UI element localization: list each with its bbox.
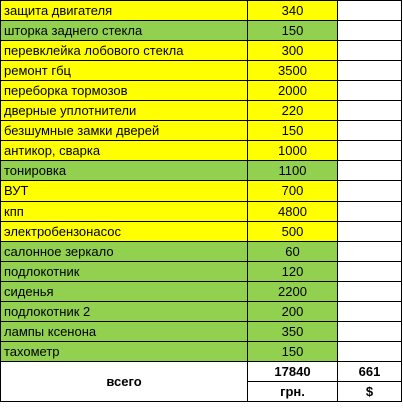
cell-name[interactable]: сиденья <box>1 282 248 302</box>
cell-empty[interactable] <box>338 242 402 262</box>
cell-name[interactable]: подлокотник 2 <box>1 302 248 322</box>
cell-name[interactable]: дверные уплотнители <box>1 101 248 121</box>
table-row <box>1 342 402 362</box>
cell-name[interactable]: электробензонасос <box>1 222 248 242</box>
cell-price[interactable]: 150 <box>248 121 338 141</box>
total-sum-uah[interactable]: 17840 <box>248 362 338 382</box>
cell-name[interactable]: перевклейка лобового стекла <box>1 41 248 61</box>
cell-empty[interactable] <box>338 161 402 181</box>
table-row <box>1 202 402 222</box>
cell-price[interactable]: 350 <box>248 322 338 342</box>
cell-price[interactable]: 1000 <box>248 141 338 161</box>
cell-price[interactable]: 500 <box>248 222 338 242</box>
cell-name[interactable]: подлокотник <box>1 262 248 282</box>
total-label[interactable]: всего <box>1 362 248 402</box>
cell-name[interactable]: тонировка <box>1 161 248 181</box>
cell-empty[interactable] <box>338 101 402 121</box>
table-row <box>1 282 402 302</box>
cell-name[interactable]: защита двигателя <box>1 1 248 21</box>
table-row <box>1 181 402 202</box>
cell-empty[interactable] <box>338 202 402 222</box>
table-row <box>1 101 402 121</box>
cell-price[interactable]: 2200 <box>248 282 338 302</box>
table-row <box>1 81 402 101</box>
cell-price[interactable]: 4800 <box>248 202 338 222</box>
cell-name[interactable]: шторка заднего стекла <box>1 21 248 41</box>
cell-price[interactable]: 340 <box>248 1 338 21</box>
table-row <box>1 242 402 262</box>
cell-price[interactable]: 700 <box>248 181 338 202</box>
cell-price[interactable]: 200 <box>248 302 338 322</box>
cell-empty[interactable] <box>338 141 402 161</box>
cell-name[interactable]: безшумные замки дверей <box>1 121 248 141</box>
cell-name[interactable]: ВУТ <box>1 181 248 202</box>
cell-empty[interactable] <box>338 41 402 61</box>
cell-price[interactable]: 2000 <box>248 81 338 101</box>
cell-empty[interactable] <box>338 342 402 362</box>
cell-name[interactable]: кпп <box>1 202 248 222</box>
total-row <box>1 362 402 382</box>
cell-name[interactable]: салонное зеркало <box>1 242 248 262</box>
table-row <box>1 1 402 21</box>
table-row <box>1 222 402 242</box>
cell-price[interactable]: 3500 <box>248 61 338 81</box>
table-row <box>1 141 402 161</box>
table-row <box>1 161 402 181</box>
table-row <box>1 322 402 342</box>
cell-empty[interactable] <box>338 81 402 101</box>
cell-empty[interactable] <box>338 222 402 242</box>
table-body <box>1 1 402 402</box>
table-row <box>1 262 402 282</box>
cell-empty[interactable] <box>338 1 402 21</box>
cell-price[interactable]: 220 <box>248 101 338 121</box>
table-row <box>1 61 402 81</box>
table-row <box>1 21 402 41</box>
cell-empty[interactable] <box>338 21 402 41</box>
cell-empty[interactable] <box>338 181 402 202</box>
cell-name[interactable]: лампы ксенона <box>1 322 248 342</box>
cell-price[interactable]: 60 <box>248 242 338 262</box>
table-row <box>1 302 402 322</box>
cell-empty[interactable] <box>338 121 402 141</box>
cell-empty[interactable] <box>338 61 402 81</box>
cell-empty[interactable] <box>338 282 402 302</box>
cell-empty[interactable] <box>338 322 402 342</box>
cell-name[interactable]: тахометр <box>1 342 248 362</box>
cell-empty[interactable] <box>338 302 402 322</box>
total-sum-usd[interactable]: 661 <box>338 362 402 382</box>
table-row <box>1 41 402 61</box>
cell-price[interactable]: 120 <box>248 262 338 282</box>
cell-empty[interactable] <box>338 262 402 282</box>
cell-price[interactable]: 300 <box>248 41 338 61</box>
currency-uah[interactable]: грн. <box>248 382 338 402</box>
cell-name[interactable]: ремонт гбц <box>1 61 248 81</box>
cell-name[interactable]: антикор, сварка <box>1 141 248 161</box>
cell-price[interactable]: 150 <box>248 342 338 362</box>
table-row <box>1 121 402 141</box>
cell-price[interactable]: 1100 <box>248 161 338 181</box>
currency-usd[interactable]: $ <box>338 382 402 402</box>
cell-price[interactable]: 150 <box>248 21 338 41</box>
cell-name[interactable]: переборка тормозов <box>1 81 248 101</box>
